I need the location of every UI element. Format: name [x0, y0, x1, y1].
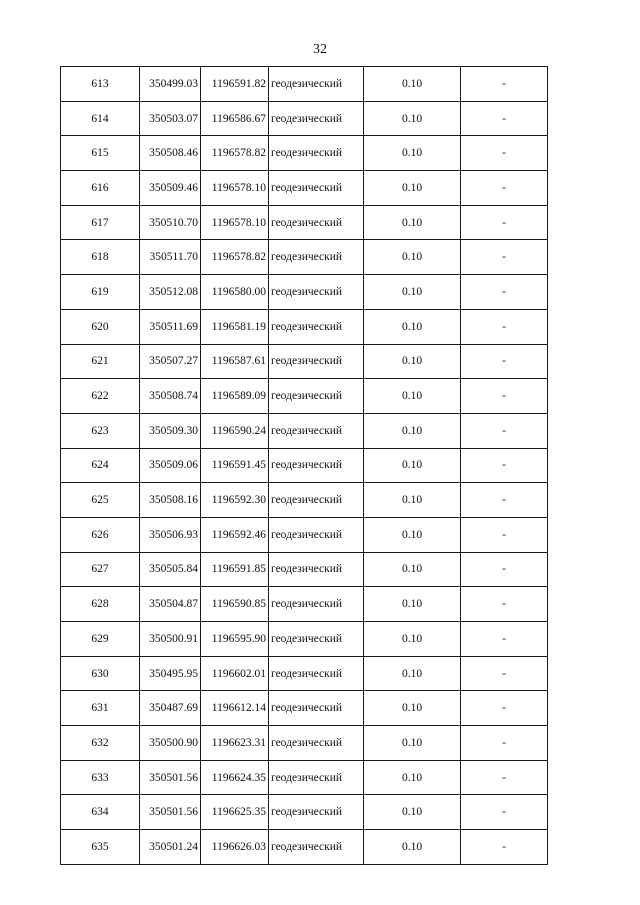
- y-coordinate-cell: 1196587.61: [201, 344, 269, 379]
- y-coordinate-cell: 1196595.90: [201, 622, 269, 657]
- note-cell: -: [461, 726, 548, 761]
- method-cell: геодезический: [269, 413, 364, 448]
- accuracy-cell: 0.10: [364, 448, 461, 483]
- table-row: [61, 101, 548, 136]
- point-number-cell: 620: [61, 309, 140, 344]
- note-cell: -: [461, 171, 548, 206]
- x-coordinate-cell: 350487.69: [140, 691, 201, 726]
- x-coordinate-cell: 350511.70: [140, 240, 201, 275]
- note-cell: -: [461, 587, 548, 622]
- y-coordinate-cell: 1196578.82: [201, 240, 269, 275]
- accuracy-cell: 0.10: [364, 691, 461, 726]
- method-cell: геодезический: [269, 67, 364, 102]
- point-number-cell: 625: [61, 483, 140, 518]
- x-coordinate-cell: 350509.06: [140, 448, 201, 483]
- table-row: [61, 309, 548, 344]
- method-cell: геодезический: [269, 691, 364, 726]
- note-cell: -: [461, 517, 548, 552]
- y-coordinate-cell: 1196581.19: [201, 309, 269, 344]
- accuracy-cell: 0.10: [364, 136, 461, 171]
- point-number-cell: 622: [61, 379, 140, 414]
- note-cell: -: [461, 448, 548, 483]
- note-cell: -: [461, 275, 548, 310]
- accuracy-cell: 0.10: [364, 205, 461, 240]
- note-cell: -: [461, 795, 548, 830]
- method-cell: геодезический: [269, 483, 364, 518]
- table-row: [61, 691, 548, 726]
- note-cell: -: [461, 830, 548, 865]
- point-number-cell: 613: [61, 67, 140, 102]
- y-coordinate-cell: 1196591.85: [201, 552, 269, 587]
- table-row: [61, 726, 548, 761]
- accuracy-cell: 0.10: [364, 656, 461, 691]
- table-row: [61, 344, 548, 379]
- accuracy-cell: 0.10: [364, 483, 461, 518]
- x-coordinate-cell: 350504.87: [140, 587, 201, 622]
- method-cell: геодезический: [269, 552, 364, 587]
- accuracy-cell: 0.10: [364, 275, 461, 310]
- method-cell: геодезический: [269, 448, 364, 483]
- y-coordinate-cell: 1196580.00: [201, 275, 269, 310]
- note-cell: -: [461, 344, 548, 379]
- method-cell: геодезический: [269, 379, 364, 414]
- note-cell: -: [461, 136, 548, 171]
- note-cell: -: [461, 379, 548, 414]
- accuracy-cell: 0.10: [364, 344, 461, 379]
- table-row: [61, 448, 548, 483]
- x-coordinate-cell: 350512.08: [140, 275, 201, 310]
- x-coordinate-cell: 350509.46: [140, 171, 201, 206]
- point-number-cell: 615: [61, 136, 140, 171]
- y-coordinate-cell: 1196589.09: [201, 379, 269, 414]
- note-cell: -: [461, 656, 548, 691]
- method-cell: геодезический: [269, 830, 364, 865]
- method-cell: геодезический: [269, 622, 364, 657]
- point-number-cell: 623: [61, 413, 140, 448]
- accuracy-cell: 0.10: [364, 552, 461, 587]
- note-cell: -: [461, 622, 548, 657]
- y-coordinate-cell: 1196590.24: [201, 413, 269, 448]
- y-coordinate-cell: 1196590.85: [201, 587, 269, 622]
- accuracy-cell: 0.10: [364, 309, 461, 344]
- note-cell: -: [461, 691, 548, 726]
- y-coordinate-cell: 1196612.14: [201, 691, 269, 726]
- point-number-cell: 630: [61, 656, 140, 691]
- note-cell: -: [461, 205, 548, 240]
- page-number: 32: [313, 42, 327, 57]
- note-cell: -: [461, 552, 548, 587]
- x-coordinate-cell: 350507.27: [140, 344, 201, 379]
- table-row: [61, 240, 548, 275]
- table-row: [61, 517, 548, 552]
- point-number-cell: 626: [61, 517, 140, 552]
- point-number-cell: 619: [61, 275, 140, 310]
- y-coordinate-cell: 1196592.46: [201, 517, 269, 552]
- y-coordinate-cell: 1196578.82: [201, 136, 269, 171]
- method-cell: геодезический: [269, 726, 364, 761]
- table-row: [61, 587, 548, 622]
- method-cell: геодезический: [269, 205, 364, 240]
- x-coordinate-cell: 350505.84: [140, 552, 201, 587]
- coordinates-table-body: [61, 67, 548, 865]
- accuracy-cell: 0.10: [364, 379, 461, 414]
- accuracy-cell: 0.10: [364, 101, 461, 136]
- point-number-cell: 635: [61, 830, 140, 865]
- accuracy-cell: 0.10: [364, 240, 461, 275]
- x-coordinate-cell: 350510.70: [140, 205, 201, 240]
- table-row: [61, 830, 548, 865]
- note-cell: -: [461, 67, 548, 102]
- table-row: [61, 552, 548, 587]
- table-row: [61, 205, 548, 240]
- method-cell: геодезический: [269, 656, 364, 691]
- table-row: [61, 760, 548, 795]
- accuracy-cell: 0.10: [364, 760, 461, 795]
- accuracy-cell: 0.10: [364, 67, 461, 102]
- accuracy-cell: 0.10: [364, 587, 461, 622]
- x-coordinate-cell: 350508.46: [140, 136, 201, 171]
- x-coordinate-cell: 350501.56: [140, 760, 201, 795]
- note-cell: -: [461, 760, 548, 795]
- coordinates-table: [60, 66, 548, 865]
- x-coordinate-cell: 350509.30: [140, 413, 201, 448]
- table-row: [61, 656, 548, 691]
- y-coordinate-cell: 1196591.82: [201, 67, 269, 102]
- table-row: [61, 483, 548, 518]
- point-number-cell: 618: [61, 240, 140, 275]
- accuracy-cell: 0.10: [364, 622, 461, 657]
- method-cell: геодезический: [269, 587, 364, 622]
- y-coordinate-cell: 1196591.45: [201, 448, 269, 483]
- y-coordinate-cell: 1196602.01: [201, 656, 269, 691]
- x-coordinate-cell: 350511.69: [140, 309, 201, 344]
- y-coordinate-cell: 1196625.35: [201, 795, 269, 830]
- method-cell: геодезический: [269, 344, 364, 379]
- point-number-cell: 629: [61, 622, 140, 657]
- table-row: [61, 136, 548, 171]
- point-number-cell: 632: [61, 726, 140, 761]
- y-coordinate-cell: 1196586.67: [201, 101, 269, 136]
- point-number-cell: 631: [61, 691, 140, 726]
- point-number-cell: 624: [61, 448, 140, 483]
- y-coordinate-cell: 1196623.31: [201, 726, 269, 761]
- point-number-cell: 621: [61, 344, 140, 379]
- accuracy-cell: 0.10: [364, 795, 461, 830]
- table-row: [61, 795, 548, 830]
- point-number-cell: 634: [61, 795, 140, 830]
- x-coordinate-cell: 350501.56: [140, 795, 201, 830]
- accuracy-cell: 0.10: [364, 171, 461, 206]
- accuracy-cell: 0.10: [364, 413, 461, 448]
- method-cell: геодезический: [269, 760, 364, 795]
- point-number-cell: 628: [61, 587, 140, 622]
- table-row: [61, 379, 548, 414]
- x-coordinate-cell: 350495.95: [140, 656, 201, 691]
- point-number-cell: 616: [61, 171, 140, 206]
- point-number-cell: 627: [61, 552, 140, 587]
- point-number-cell: 633: [61, 760, 140, 795]
- table-row: [61, 622, 548, 657]
- y-coordinate-cell: 1196626.03: [201, 830, 269, 865]
- point-number-cell: 617: [61, 205, 140, 240]
- table-row: [61, 413, 548, 448]
- method-cell: геодезический: [269, 517, 364, 552]
- x-coordinate-cell: 350499.03: [140, 67, 201, 102]
- note-cell: -: [461, 309, 548, 344]
- method-cell: геодезический: [269, 309, 364, 344]
- note-cell: -: [461, 413, 548, 448]
- x-coordinate-cell: 350501.24: [140, 830, 201, 865]
- y-coordinate-cell: 1196592.30: [201, 483, 269, 518]
- method-cell: геодезический: [269, 795, 364, 830]
- table-row: [61, 275, 548, 310]
- x-coordinate-cell: 350500.90: [140, 726, 201, 761]
- x-coordinate-cell: 350506.93: [140, 517, 201, 552]
- x-coordinate-cell: 350508.74: [140, 379, 201, 414]
- x-coordinate-cell: 350500.91: [140, 622, 201, 657]
- method-cell: геодезический: [269, 101, 364, 136]
- accuracy-cell: 0.10: [364, 830, 461, 865]
- method-cell: геодезический: [269, 275, 364, 310]
- point-number-cell: 614: [61, 101, 140, 136]
- table-row: [61, 171, 548, 206]
- accuracy-cell: 0.10: [364, 726, 461, 761]
- x-coordinate-cell: 350503.07: [140, 101, 201, 136]
- method-cell: геодезический: [269, 136, 364, 171]
- y-coordinate-cell: 1196578.10: [201, 205, 269, 240]
- x-coordinate-cell: 350508.16: [140, 483, 201, 518]
- method-cell: геодезический: [269, 240, 364, 275]
- accuracy-cell: 0.10: [364, 517, 461, 552]
- note-cell: -: [461, 101, 548, 136]
- table-row: [61, 67, 548, 102]
- method-cell: геодезический: [269, 171, 364, 206]
- y-coordinate-cell: 1196578.10: [201, 171, 269, 206]
- note-cell: -: [461, 483, 548, 518]
- note-cell: -: [461, 240, 548, 275]
- y-coordinate-cell: 1196624.35: [201, 760, 269, 795]
